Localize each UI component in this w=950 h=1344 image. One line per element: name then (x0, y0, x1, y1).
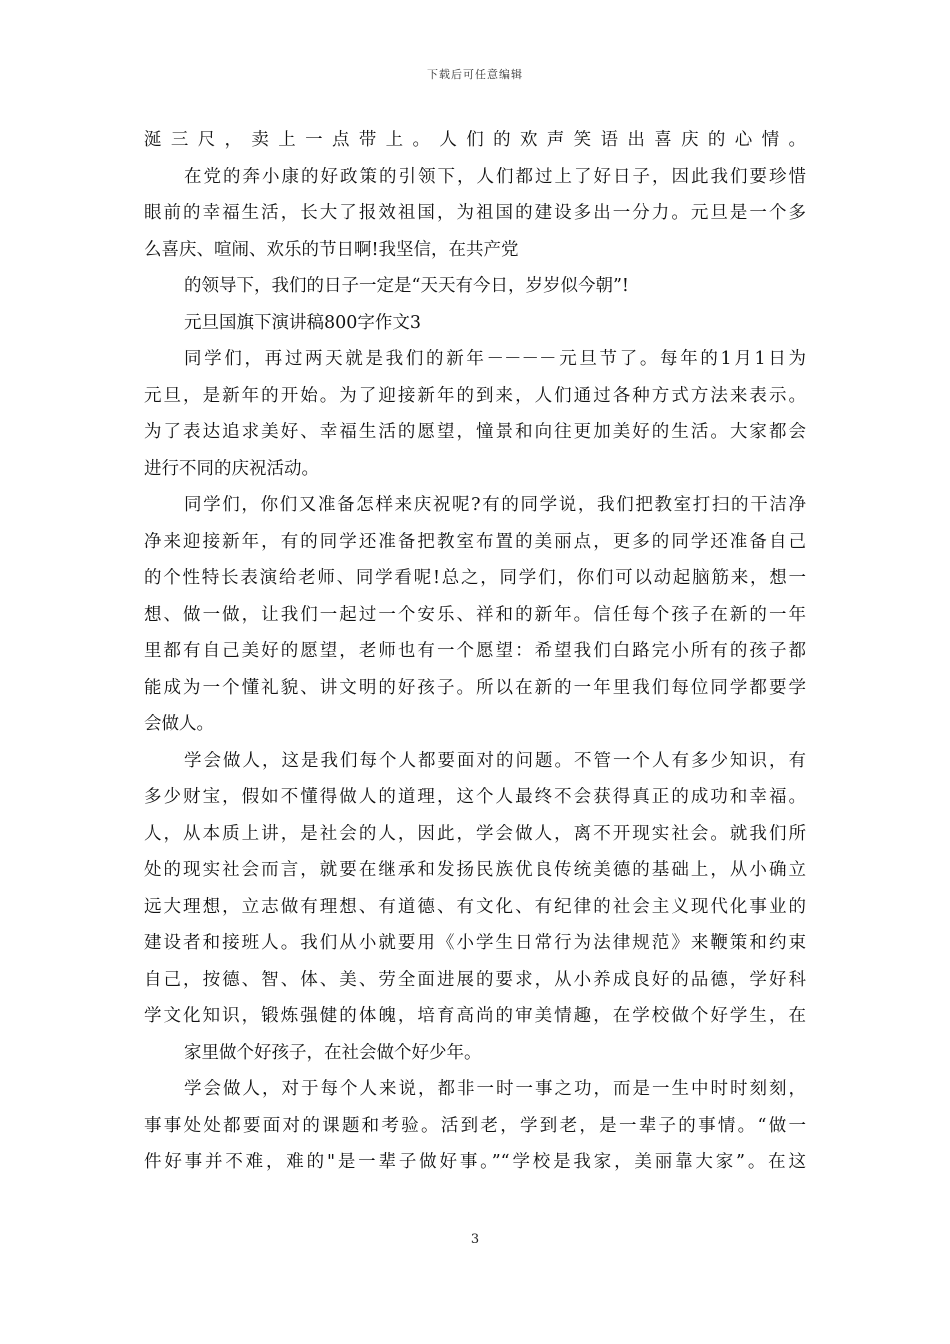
text-line: 进行不同的庆祝活动。 (144, 458, 319, 479)
text-line: 人，从本质上讲，是社会的人，因此，学会做人，离不开现实社会。就我们所 (144, 823, 806, 844)
text-line: 处的现实社会而言，就要在继承和发扬民族优良传统美德的基础上，从小确立 (144, 860, 806, 880)
page-number: 3 (470, 1232, 480, 1247)
text-line: 里都有自己美好的愿望，老师也有一个愿望：希望我们白路完小所有的孩子都 (144, 641, 806, 661)
text-line: 为了表达追求美好、幸福生活的愿望，憧景和向往更加美好的生活。大家都会 (144, 422, 806, 442)
text-line: 学文化知识，锻炼强健的体魄，培育高尚的审美情趣，在学校做个好学生，在 (144, 1006, 806, 1026)
section-heading: 元旦国旗下演讲稿800字作文3 (184, 312, 422, 333)
text-line: 自己，按德、智、体、美、劳全面进展的要求，从小养成良好的品德，学好科 (144, 969, 806, 990)
text-line: 学会做人，这是我们每个人都要面对的问题。不管一个人有多少知识，有 (184, 750, 806, 771)
text-line: 眼前的幸福生活，长大了报效祖国，为祖国的建设多出一分力。元旦是一个多 (144, 203, 806, 223)
document-body (144, 122, 806, 1181)
text-line: 么喜庆、喧闹、欢乐的节日啊!我坚信，在共产党 (144, 239, 519, 260)
text-line: 家里做个好孩子，在社会做个好少年。 (184, 1042, 482, 1063)
text-line: 想、做一做，让我们一起过一个安乐、祥和的新年。信任每个孩子在新的一年 (144, 604, 806, 625)
page-header: 下载后可任意编辑 (427, 68, 523, 81)
text-line: 同学们，再过两天就是我们的新年－－－－元旦节了。每年的1月1日为 (184, 349, 806, 369)
text-line: 的个性特长表演给老师、同学看呢!总之，同学们，你们可以动起脑筋来，想一 (144, 568, 806, 588)
text-line: 净来迎接新年，有的同学还准备把教室布置的美丽点，更多的同学还准备自己 (144, 531, 806, 552)
text-line: 涎三尺，卖上一点带上。人们的欢声笑语出喜庆的心情。 (144, 130, 806, 150)
text-line: 远大理想，立志做有理想、有道德、有文化、有纪律的社会主义现代化事业的 (144, 896, 806, 917)
text-line: 多少财宝，假如不懂得做人的道理，这个人最终不会获得真正的成功和幸福。 (144, 787, 806, 807)
text-line: 的领导下，我们的日子一定是“天天有今日，岁岁似今朝”! (184, 276, 629, 296)
text-line: 在党的奔小康的好政策的引领下，人们都过上了好日子，因此我们要珍惜 (184, 166, 806, 187)
text-line: 件好事并不难，难的"是一辈子做好事。”“学校是我家，美丽靠大家”。在这 (144, 1152, 806, 1172)
text-line: 同学们，你们又准备怎样来庆祝呢?有的同学说，我们把教室打扫的干洁净 (184, 495, 806, 515)
text-line: 建设者和接班人。我们从小就要用《小学生日常行为法律规范》来鞭策和约束 (144, 933, 806, 953)
text-line: 能成为一个懂礼貌、讲文明的好孩子。所以在新的一年里我们每位同学都要学 (144, 677, 806, 698)
text-line: 事事处处都要面对的课题和考验。活到老，学到老，是一辈子的事情。“做一 (144, 1115, 806, 1136)
text-line: 元旦，是新年的开始。为了迎接新年的到来，人们通过各种方式方法来表示。 (144, 385, 806, 406)
text-line: 会做人。 (144, 714, 214, 734)
text-line: 学会做人，对于每个人来说，都非一时一事之功，而是一生中时时刻刻， (184, 1079, 806, 1099)
